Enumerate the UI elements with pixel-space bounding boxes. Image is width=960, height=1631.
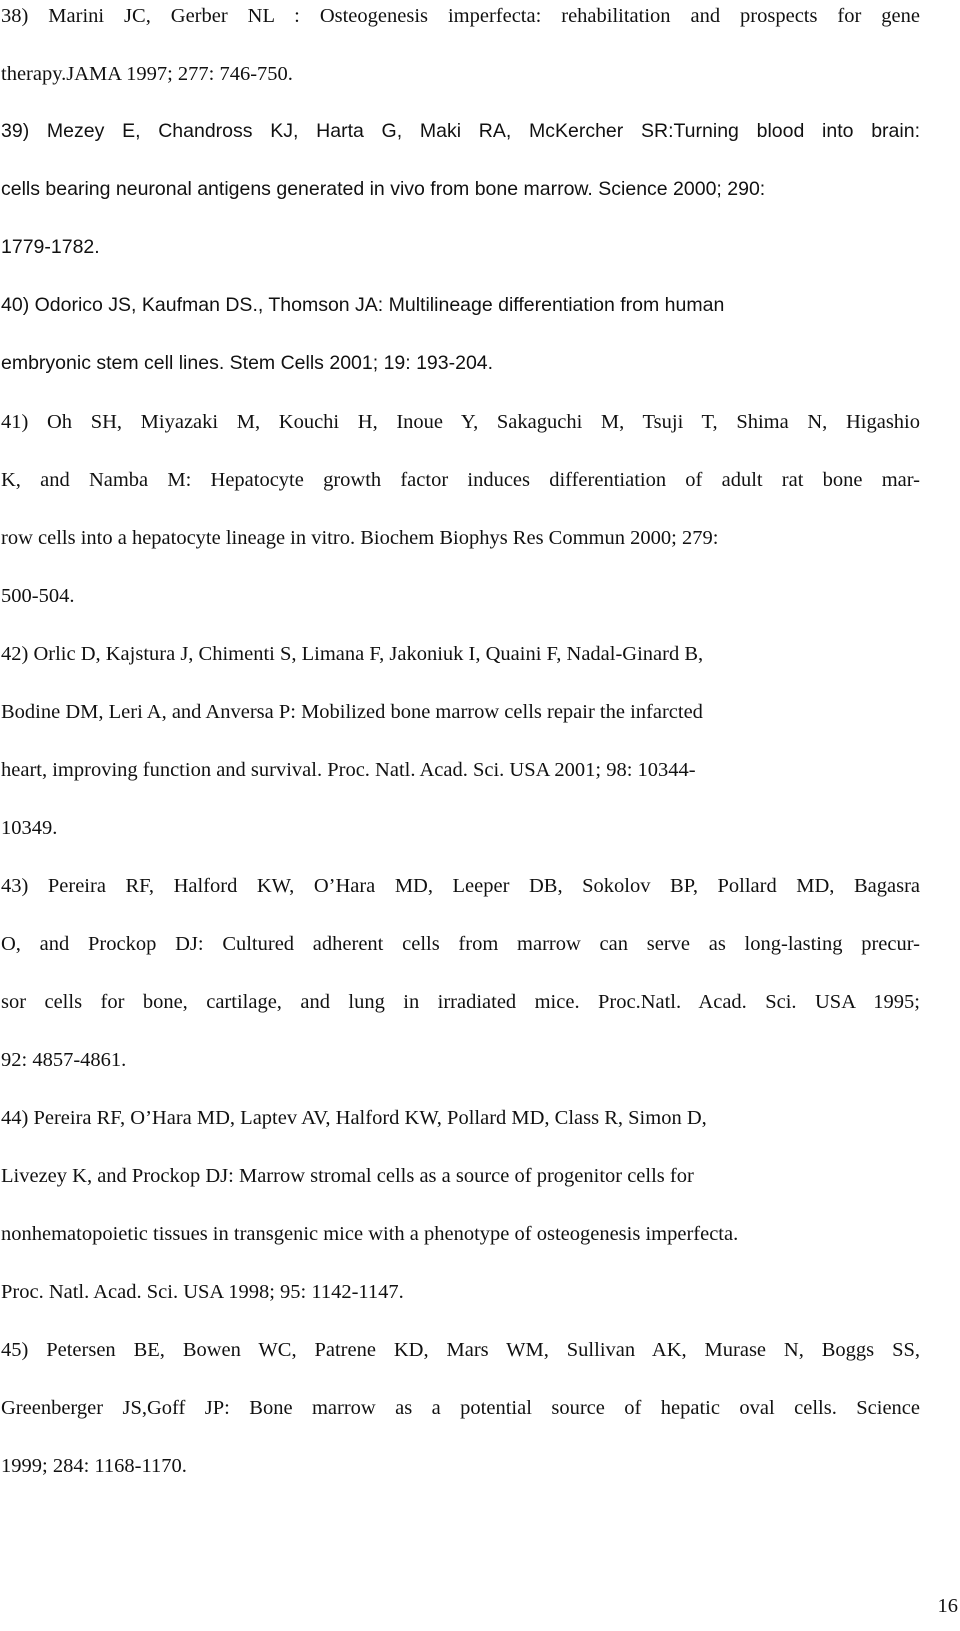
reference-45-line-1: 45) Petersen BE, Bowen WC, Patrene KD, Mars WM, Sullivan AK, Murase N, Boggs SS, — [1, 1339, 920, 1361]
reference-38-line-2: therapy.JAMA 1997; 277: 746-750. — [1, 63, 293, 85]
reference-40-line-2: embryonic stem cell lines. Stem Cells 2001; 19: 193-204. — [1, 352, 494, 374]
reference-40-line-1: 40) Odorico JS, Kaufman DS., Thomson JA: Multilineage differentiation from human — [1, 294, 725, 316]
page-number: 16 — [937, 1595, 958, 1617]
reference-42-line-4: 10349. — [1, 817, 58, 839]
reference-44-line-3: nonhematopoietic tissues in transgenic mice with a phenotype of osteogenesis imperfecta. — [1, 1223, 739, 1245]
reference-43-line-1: 43) Pereira RF, Halford KW, O’Hara MD, Leeper DB, Sokolov BP, Pollard MD, Bagasra — [1, 875, 920, 897]
reference-44-line-2: Livezey K, and Prockop DJ: Marrow stromal cells as a source of progenitor cells for — [1, 1165, 694, 1187]
reference-42-line-2: Bodine DM, Leri A, and Anversa P: Mobilized bone marrow cells repair the infarcted — [1, 701, 703, 723]
reference-41-line-4: 500-504. — [1, 585, 75, 607]
reference-41-line-3: row cells into a hepatocyte lineage in vitro. Biochem Biophys Res Commun 2000; 279: — [1, 527, 719, 549]
reference-45-line-2: Greenberger JS,Goff JP: Bone marrow as a potential source of hepatic oval cells. Science — [1, 1397, 920, 1419]
reference-39-line-2: cells bearing neuronal antigens generated in vivo from bone marrow. Science 2000; 290: — [1, 178, 766, 200]
reference-41-line-2: K, and Namba M: Hepatocyte growth factor induces differentiation of adult rat bone mar- — [1, 469, 920, 491]
reference-41-line-1: 41) Oh SH, Miyazaki M, Kouchi H, Inoue Y, Sakaguchi M, Tsuji T, Shima N, Higashio — [1, 411, 920, 433]
reference-38-line-1: 38) Marini JC, Gerber NL : Osteogenesis imperfecta: rehabilitation and prospects for gene — [1, 5, 920, 27]
reference-44-line-4: Proc. Natl. Acad. Sci. USA 1998; 95: 1142-1147. — [1, 1281, 404, 1303]
reference-43-line-2: O, and Prockop DJ: Cultured adherent cells from marrow can serve as long-lasting precur- — [1, 933, 920, 955]
reference-44-line-1: 44) Pereira RF, O’Hara MD, Laptev AV, Halford KW, Pollard MD, Class R, Simon D, — [1, 1107, 707, 1129]
reference-42-line-3: heart, improving function and survival. Proc. Natl. Acad. Sci. USA 2001; 98: 10344- — [1, 759, 696, 781]
reference-43-line-4: 92: 4857-4861. — [1, 1049, 127, 1071]
reference-42-line-1: 42) Orlic D, Kajstura J, Chimenti S, Limana F, Jakoniuk I, Quaini F, Nadal-Ginard B, — [1, 643, 704, 665]
reference-43-line-3: sor cells for bone, cartilage, and lung in irradiated mice. Proc.Natl. Acad. Sci. USA 1995; — [1, 991, 920, 1013]
reference-39-line-3: 1779-1782. — [1, 236, 100, 258]
reference-45-line-3: 1999; 284: 1168-1170. — [1, 1455, 187, 1477]
reference-39-line-1: 39) Mezey E, Chandross KJ, Harta G, Maki RA, McKercher SR:Turning blood into brain: — [1, 120, 920, 142]
